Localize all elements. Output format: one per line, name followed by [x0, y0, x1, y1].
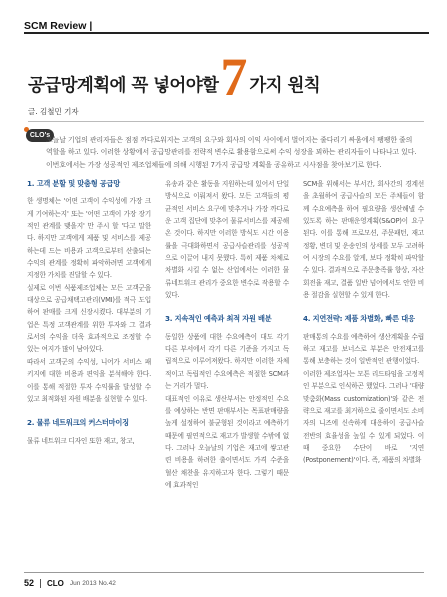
- byline: 글. 김철민 기자: [28, 106, 424, 122]
- subheading-4: 4. 지연전략: 제품 차별화, 빠른 대응: [303, 314, 415, 324]
- section-label: SCM Review |: [24, 20, 93, 32]
- paragraph: 대표적인 이유로 생산부서는 안정적인 수요를 예상하는 반면 판매부서는 목표판매량을 높게 설정하여 불균형된 것이라고 예측하기 때문에 필연적으로 재고가 발생할 수밖에 없다. 그러나 오늘날의 기업은 재고에 쌓고관련 비용을 하려한 출이면서도 가격 수준을 혈산 채찬을 유지하고자 한다. 그렇기 때문에 효과적인: [165, 394, 289, 489]
- lede-paragraph: 오늘날 기업의 관리자들은 점점 까다로워지는 고객의 요구와 회사의 이익 사이에서 벌어지는 줄다리기 싸움에서 팽팽한 줄의 역할을 하고 있다. 이러한 상황에서 공급망관리를 전략적 변수로 활용함으로써 수익 성장을 꾀하는 관리자들이 나타나고 있다. 이번호에서는 가장 성공적인 제조업체들에 의해 시행된 7가지 공급망 계획을 공유하고 시사점을 찾아보기로 한다.: [46, 136, 417, 169]
- body-column-1: [27, 178, 151, 447]
- paragraph: 이러한 제조업자는 모튼 리드타임을 고정적인 부분으로 인식하곤 했었다. 그러나 '대량 맞춤화(Mass customization)'와 같은 전략으로 재고를 최거하으로 줄이면서도 소비자의 니즈에 신속하게 대응하이 공급사슬 전반의 효율성을 높일 수 있게 되었다. 이 때 중요한 수단이 바로 '지연(Postponement)'이다. 즉, 제품의 차별화: [303, 369, 424, 465]
- title-text-after: 가지 원칙: [249, 75, 321, 96]
- header-rule: [24, 32, 429, 34]
- title-text-before: 공급망계획에 꼭 넣어야할: [28, 75, 219, 96]
- title-big-number: 7: [220, 47, 248, 107]
- paragraph: 실제로 이번 식품제조업체는 모든 고객군을 대상으로 공급채택고관리(VMI)를 적극 도입하여 판매를 크게 신장시켰다. 대부분의 기업은 특정 고객관계를 위한 투자와 그 결과로서의 수익을 더욱 효과적으로 조정할 수 있는 여지가 많이 남아있다.: [27, 283, 151, 354]
- subheading-2: 2. 물류 네트워크의 커스터마이징: [27, 418, 129, 428]
- issue-info: Jun 2013 No.42: [69, 579, 116, 587]
- article-title: [28, 47, 321, 107]
- footer-separator: [40, 579, 41, 588]
- page-number: 52: [24, 578, 35, 588]
- section-header: [24, 14, 429, 30]
- paragraph: 따라서 고객군의 수익성, 니어가 서비스 패키지에 대한 비용과 편익을 분석해야 한다. 이를 통해 적절한 투자 수익률을 달성할 수 있고 최적화된 자원 배분을 실현할 수 있다.: [27, 357, 151, 403]
- paragraph: SCM을 위해서는 부서간, 회사간의 경계선을 초월하여 공급사슬의 모든 주체들이 함께 수요예측을 하여 필요량을 생산해낼 수 있도록 하는 판매운영계획(S&OP)이 요구된다. 이를 통해 프로모션, 주문패턴, 재고 정황, 변더 및 운송인의 상세를 모두 고려하여 시장의 수요를 알게, 보다 정확히 파악할 수 있다. 결과적으로 주문충족률 향상, 자산회전율 재고, 결품 일반 넘어에서도 안한 비용 절감을 실현할 수 있게 한다.: [303, 180, 424, 300]
- magazine-brand: CLO: [47, 578, 64, 588]
- body-column-2: [165, 178, 289, 491]
- subheading-3: 3. 지속적인 예측과 최적 자원 배분: [165, 314, 272, 324]
- paragraph: 물류 네트워크 디자인 또한 재고, 창고,: [27, 436, 135, 445]
- paragraph: 유송과 같은 활동을 지원하는데 있어서 단일 방식으로 이뤄져서 왔다. 모든 고객들의 평균적인 서비스 요구에 맞추거나 가장 까다로운 고객 집단에 맞추어 물류서비스를 제공해 온 것이다. 하지만 이러한 방식도 시간 이용률을 극대화하면서 공급사슬관리를 성공적으로 이끌어 내지 못했다. 특히 제품 차체로 차별화 시킬 수 없는 산업에서는 이러한 물류네트워크 관리가 중요한 변수로 작용할 수 있다.: [165, 180, 289, 300]
- paragraph: 판매통의 수요를 예측하여 생산계획을 수립하고 재고를 보너스로 부분은 안전재고를 통해 보충하는 것이 일반적인 관행이었다.: [303, 332, 424, 366]
- paragraph: 한 생명체는 '어떤 고객이 수익성에 가장 크게 기여하는지' 또는 '어떤 고객이 가장 장기적인 관계를 맺을지' 만 주시 할 '다고 말한다. 하지만 고객에게 제품 및 서비스를 제공하는데 드는 비용과 고객으로부터 산출되는 수익의 관계를 정확히 파악하려면 고객에게 지정한 가치를 진달할 수 있다.: [27, 197, 151, 280]
- tip-label: CLO's Tip: [26, 129, 54, 142]
- footer-rule: [24, 572, 424, 573]
- body-column-3: [303, 178, 424, 467]
- subheading-1: 1. 고객 분할 및 맞춤형 공급망: [27, 179, 121, 188]
- page-footer: [24, 576, 424, 590]
- paragraph: 동일한 상품에 대한 수요예측이 대도 각기 다른 부서에서 각기 다른 기준을 가지고 독립적으로 이루어져왔다. 하지만 이러한 자체적이고 독립적인 수요예측은 적절한 SCM과는 거리가 멀다.: [165, 332, 289, 391]
